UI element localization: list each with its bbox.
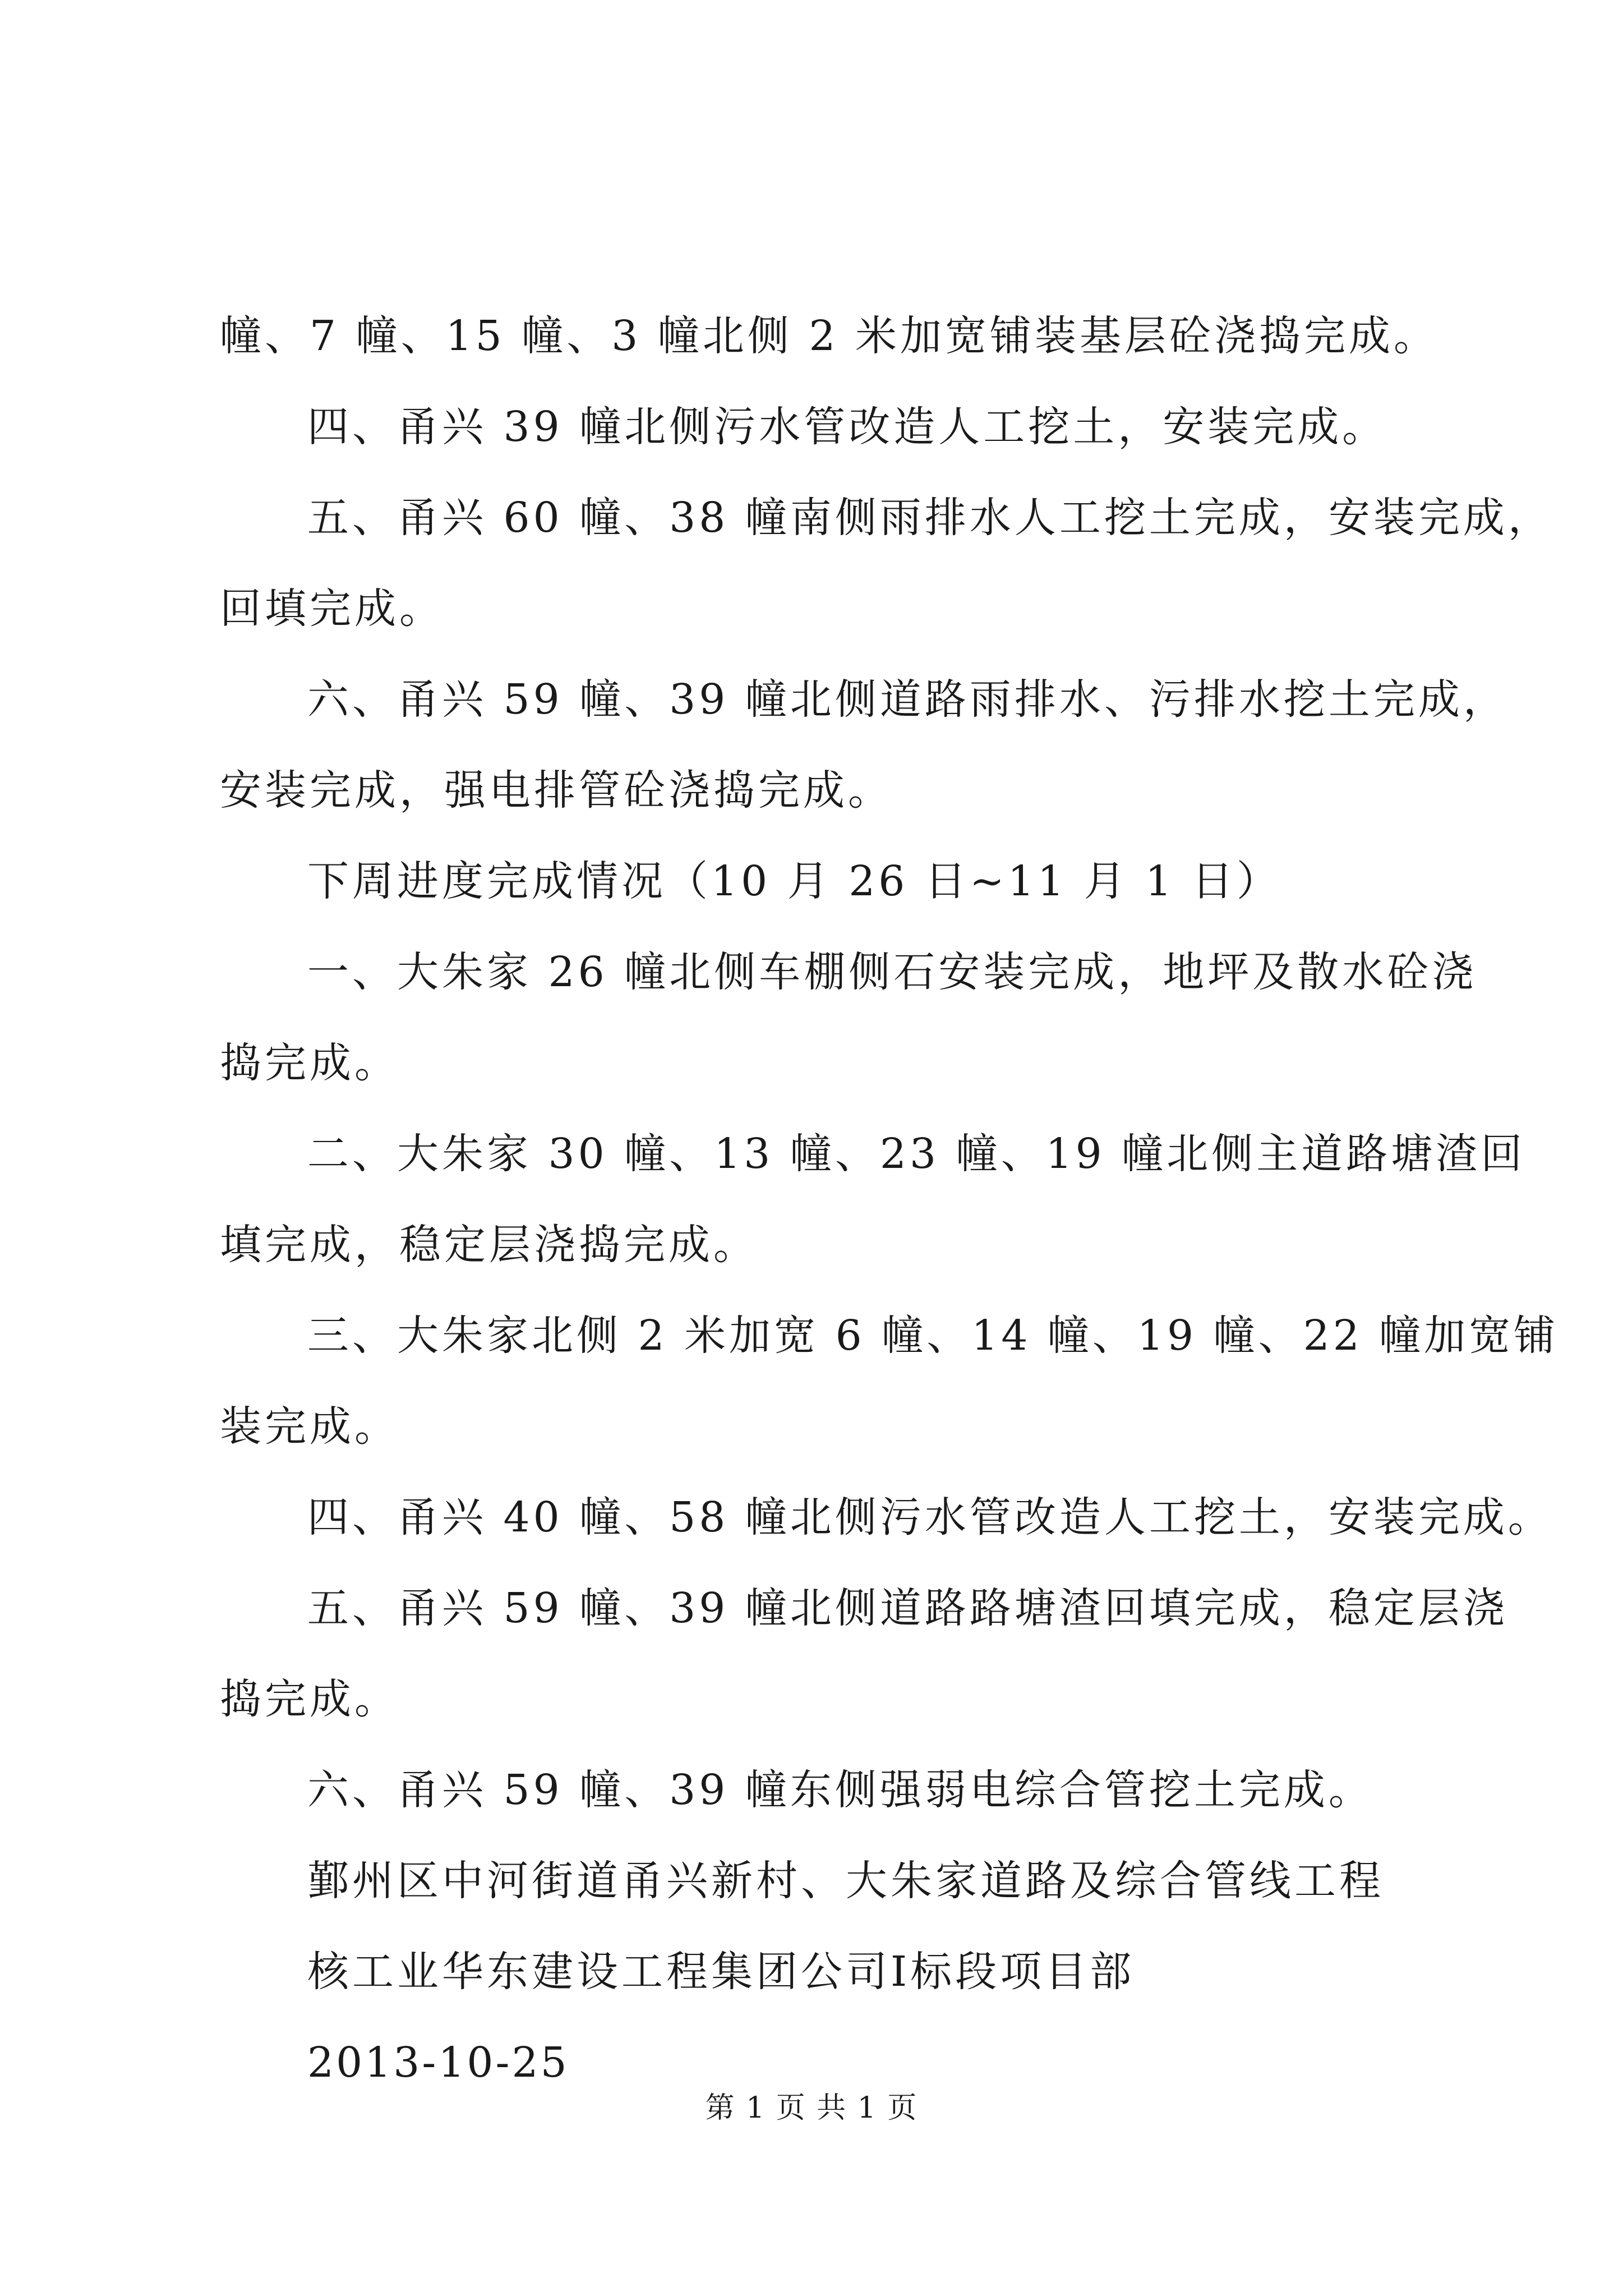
text-line: 装完成。: [220, 1402, 399, 1451]
text-line: 捣完成。: [220, 1675, 399, 1723]
signature-project-name: 鄞州区中河街道甬兴新村、大朱家道路及综合管线工程: [307, 1857, 1384, 1905]
text-line: 二、大朱家 30 幢、13 幢、23 幢、19 幢北侧主道路塘渣回: [307, 1130, 1526, 1178]
signature-organization: 核工业华东建设工程集团公司Ⅰ标段项目部: [307, 1948, 1135, 1996]
text-line: 回填完成。: [220, 585, 444, 633]
text-line: 幢、7 幢、15 幢、3 幢北侧 2 米加宽铺装基层砼浇捣完成。: [220, 312, 1439, 360]
text-line: 捣完成。: [220, 1039, 399, 1087]
text-line: 三、大朱家北侧 2 米加宽 6 幢、14 幢、19 幢、22 幢加宽铺: [307, 1312, 1559, 1360]
text-line: 六、甬兴 59 幢、39 幢东侧强弱电综合管挖土完成。: [307, 1766, 1373, 1814]
page-footer: 第 1 页 共 1 页: [705, 2091, 918, 2125]
signature-date: 2013-10-25: [307, 2039, 569, 2087]
section-heading: 下周进度完成情况（10 月 26 日~11 月 1 日）: [307, 857, 1281, 905]
text-line: 四、甬兴 40 幢、58 幢北侧污水管改造人工挖土，安装完成。: [307, 1493, 1553, 1542]
text-line: 六、甬兴 59 幢、39 幢北侧道路雨排水、污排水挖土完成，: [307, 675, 1508, 724]
text-line: 五、甬兴 59 幢、39 幢北侧道路路塘渣回填完成，稳定层浇: [307, 1584, 1508, 1632]
text-line: 一、大朱家 26 幢北侧车棚侧石安装完成，地坪及散水砼浇: [307, 948, 1477, 996]
text-line: 安装完成，强电排管砼浇捣完成。: [220, 766, 893, 815]
text-line: 四、甬兴 39 幢北侧污水管改造人工挖土，安装完成。: [307, 403, 1387, 451]
text-line: 五、甬兴 60 幢、38 幢南侧雨排水人工挖土完成，安装完成，: [307, 494, 1553, 542]
text-line: 填完成，稳定层浇捣完成。: [220, 1221, 758, 1269]
